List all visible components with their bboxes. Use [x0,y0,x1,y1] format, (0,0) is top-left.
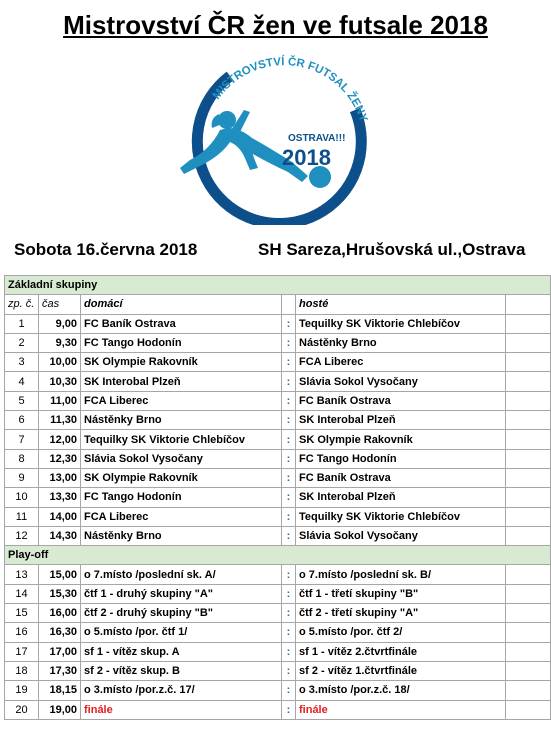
schedule-body [5,276,551,720]
match-number: 14 [5,584,39,603]
away-team: FC Baník Ostrava [296,391,506,410]
header-row [5,295,551,314]
score-separator: : [282,642,296,661]
match-time: 11,00 [39,391,81,410]
match-number: 13 [5,565,39,584]
header-away: hosté [296,295,506,314]
match-number: 7 [5,430,39,449]
result-cell [506,642,551,661]
score-separator: : [282,449,296,468]
match-row [5,604,551,623]
result-cell [506,488,551,507]
section-group-row [5,276,551,295]
score-separator: : [282,314,296,333]
section-playoff-label: Play-off [5,546,551,565]
score-separator: : [282,372,296,391]
match-time: 15,30 [39,584,81,603]
score-separator: : [282,468,296,487]
score-separator: : [282,623,296,642]
away-team: Slávia Sokol Vysočany [296,526,506,545]
match-time: 17,00 [39,642,81,661]
result-cell [506,333,551,352]
result-cell [506,604,551,623]
match-time: 12,30 [39,449,81,468]
away-team: Slávia Sokol Vysočany [296,372,506,391]
match-row [5,314,551,333]
score-separator: : [282,333,296,352]
match-number: 8 [5,449,39,468]
match-row [5,411,551,430]
score-separator: : [282,353,296,372]
home-team: Tequilky SK Viktorie Chlebíčov [81,430,282,449]
match-time: 19,00 [39,700,81,719]
home-team: Slávia Sokol Vysočany [81,449,282,468]
home-team: sf 2 - vítěz skup. B [81,661,282,680]
home-team: FCA Liberec [81,507,282,526]
home-team: o 7.místo /poslední sk. A/ [81,565,282,584]
match-time: 18,15 [39,681,81,700]
result-cell [506,681,551,700]
away-team: Tequilky SK Viktorie Chlebíčov [296,507,506,526]
home-team: Nástěnky Brno [81,526,282,545]
away-team: SK Olympie Rakovník [296,430,506,449]
home-team: SK Interobal Plzeň [81,372,282,391]
logo-city: OSTRAVA!!! [288,133,346,144]
result-cell [506,449,551,468]
match-number: 4 [5,372,39,391]
home-team: čtf 1 - druhý skupiny "A" [81,584,282,603]
home-team: finále [81,700,282,719]
match-number: 2 [5,333,39,352]
header-sep [282,295,296,314]
match-time: 15,00 [39,565,81,584]
result-cell [506,565,551,584]
header-no: zp. č. [5,295,39,314]
match-row [5,526,551,545]
match-time: 16,00 [39,604,81,623]
match-number: 10 [5,488,39,507]
away-team: SK Interobal Plzeň [296,488,506,507]
section-playoff-row [5,546,551,565]
home-team: čtf 2 - druhý skupiny "B" [81,604,282,623]
away-team: čtf 1 - třetí skupiny "B" [296,584,506,603]
home-team: FC Tango Hodonín [81,488,282,507]
result-cell [506,468,551,487]
match-number: 9 [5,468,39,487]
score-separator: : [282,411,296,430]
score-separator: : [282,430,296,449]
header-home: domácí [81,295,282,314]
home-team: Nástěnky Brno [81,411,282,430]
away-team: finále [296,700,506,719]
away-team: SK Interobal Plzeň [296,411,506,430]
match-number: 3 [5,353,39,372]
match-row [5,430,551,449]
score-separator: : [282,584,296,603]
home-team: SK Olympie Rakovník [81,353,282,372]
home-team: FC Baník Ostrava [81,314,282,333]
match-time: 10,30 [39,372,81,391]
home-team: SK Olympie Rakovník [81,468,282,487]
match-row [5,468,551,487]
away-team: o 3.místo /por.z.č. 18/ [296,681,506,700]
match-row [5,372,551,391]
result-cell [506,526,551,545]
result-cell [506,623,551,642]
logo-year: 2018 [282,145,331,170]
match-time: 16,30 [39,623,81,642]
match-row [5,700,551,719]
match-row [5,449,551,468]
away-team: sf 1 - vítěz 2.čtvrtfinále [296,642,506,661]
match-time: 17,30 [39,661,81,680]
result-cell [506,430,551,449]
away-team: o 5.místo /por. čtf 2/ [296,623,506,642]
tournament-logo [170,50,380,225]
match-row [5,623,551,642]
logo-arc-text: MISTROVSTVÍ ČR FUTSAL ŽENY [210,56,370,124]
match-number: 5 [5,391,39,410]
match-row [5,642,551,661]
score-separator: : [282,488,296,507]
result-cell [506,391,551,410]
score-separator: : [282,681,296,700]
event-date: Sobota 16.června 2018 [14,240,198,259]
result-cell [506,584,551,603]
home-team: sf 1 - vítěz skup. A [81,642,282,661]
match-time: 10,00 [39,353,81,372]
result-cell [506,411,551,430]
match-time: 13,30 [39,488,81,507]
score-separator: : [282,661,296,680]
match-time: 12,00 [39,430,81,449]
match-time: 9,00 [39,314,81,333]
match-number: 20 [5,700,39,719]
match-number: 16 [5,623,39,642]
away-team: sf 2 - vítěz 1.čtvrtfinále [296,661,506,680]
match-number: 19 [5,681,39,700]
match-number: 15 [5,604,39,623]
away-team: FCA Liberec [296,353,506,372]
result-cell [506,314,551,333]
match-time: 14,30 [39,526,81,545]
home-team: FCA Liberec [81,391,282,410]
score-separator: : [282,526,296,545]
match-row [5,353,551,372]
result-cell [506,700,551,719]
away-team: Nástěnky Brno [296,333,506,352]
header-extra [506,295,551,314]
match-time: 14,00 [39,507,81,526]
away-team: čtf 2 - třetí skupiny "A" [296,604,506,623]
match-number: 11 [5,507,39,526]
score-separator: : [282,507,296,526]
match-time: 11,30 [39,411,81,430]
match-row [5,565,551,584]
match-row [5,488,551,507]
match-row [5,507,551,526]
match-time: 9,30 [39,333,81,352]
event-venue: SH Sareza,Hrušovská ul.,Ostrava [258,240,526,259]
result-cell [506,507,551,526]
score-separator: : [282,700,296,719]
match-row [5,333,551,352]
away-team: FC Tango Hodonín [296,449,506,468]
match-row [5,661,551,680]
away-team: FC Baník Ostrava [296,468,506,487]
match-number: 17 [5,642,39,661]
section-group-label: Základní skupiny [5,276,551,295]
home-team: FC Tango Hodonín [81,333,282,352]
match-number: 6 [5,411,39,430]
home-team: o 5.místo /por. čtf 1/ [81,623,282,642]
result-cell [506,661,551,680]
score-separator: : [282,565,296,584]
away-team: o 7.místo /poslední sk. B/ [296,565,506,584]
score-separator: : [282,391,296,410]
result-cell [506,372,551,391]
match-time: 13,00 [39,468,81,487]
score-separator: : [282,604,296,623]
header-time: čas [39,295,81,314]
match-row [5,681,551,700]
match-number: 12 [5,526,39,545]
match-row [5,584,551,603]
away-team: Tequilky SK Viktorie Chlebíčov [296,314,506,333]
home-team: o 3.místo /por.z.č. 17/ [81,681,282,700]
result-cell [506,353,551,372]
schedule-table [4,275,551,720]
match-row [5,391,551,410]
page-title: Mistrovství ČR žen ve futsale 2018 [63,10,488,40]
match-number: 1 [5,314,39,333]
match-number: 18 [5,661,39,680]
